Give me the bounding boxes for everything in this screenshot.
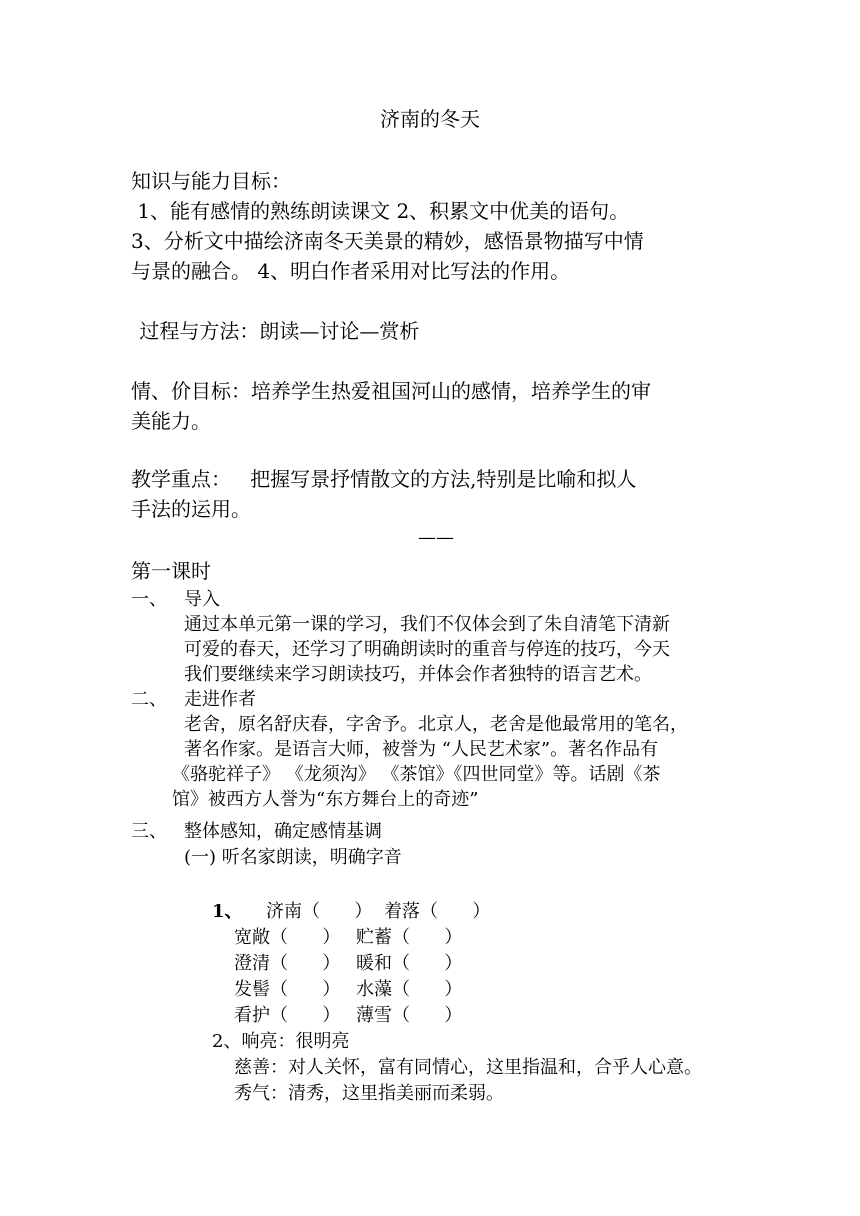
section-title: 导入	[184, 589, 220, 610]
objectives-process: 过程与方法：朗读—讨论—赏析	[133, 319, 420, 343]
paragraph-line: 《骆驼祥子》 《龙须沟》 《茶馆》《四世同堂》等。话剧《茶	[172, 764, 661, 785]
vocab-line: 秀气：清秀，这里指美丽而柔弱。	[234, 1083, 504, 1104]
pronunciation-blank: 看护（ ）	[234, 1005, 341, 1026]
objectives-emotion-line: 美能力。	[131, 409, 211, 433]
objectives-knowledge-line: 1、能有感情的熟练朗读课文 2、积累文中优美的语句。	[131, 199, 630, 223]
pronunciation-blank: 宽敞（ ）	[234, 927, 341, 948]
teaching-key-line: 手法的运用。	[131, 497, 251, 521]
divider: ——	[418, 527, 454, 548]
pronunciation-blank: 发髻（ ）	[234, 979, 341, 1000]
objectives-knowledge-line: 与景的融合。 4、明白作者采用对比写法的作用。	[131, 259, 571, 283]
paragraph-line: 我们要继续来学习朗读技巧，并体会作者独特的语言艺术。	[184, 664, 652, 685]
paragraph-line: 老舍，原名舒庆春，字舍予。北京人，老舍是他最常用的笔名，	[184, 714, 688, 735]
pronunciation-blank: 着落（ ）	[384, 901, 491, 922]
document-title: 济南的冬天	[380, 107, 480, 131]
paragraph-line: 可爱的春天，还学习了明确朗读时的重音与停连的技巧，今天	[184, 639, 670, 660]
objectives-knowledge-line: 3、分析文中描绘济南冬天美景的精妙，感悟景物描写中情	[131, 229, 644, 253]
section-number: 三、	[131, 821, 167, 842]
pronunciation-blank: 济南（ ）	[266, 901, 373, 922]
paragraph-line: 著名作家。是语言大师，被誉为 “人民艺术家”。著名作品有	[184, 739, 659, 760]
pronunciation-blank: 水藻（ ）	[356, 979, 463, 1000]
objectives-emotion-line: 情、价目标：培养学生热爱祖国河山的感情，培养学生的审	[131, 379, 651, 403]
section-title: 整体感知，确定感情基调	[184, 821, 382, 842]
paragraph-line: 馆》被西方人誉为“东方舞台上的奇迹”	[172, 789, 479, 810]
pronunciation-blank: 暖和（ ）	[356, 953, 463, 974]
section-title: 走进作者	[184, 689, 256, 710]
pronunciation-blank: 薄雪（ ）	[356, 1005, 463, 1026]
exercise-number: 1、	[212, 901, 243, 922]
vocab-line: 慈善：对人关怀，富有同情心，这里指温和，合乎人心意。	[234, 1057, 702, 1078]
pronunciation-blank: 贮蓄（ ）	[356, 927, 463, 948]
subsection-title: (一) 听名家朗读，明确字音	[184, 847, 402, 868]
section-number: 二、	[131, 689, 167, 710]
lesson-heading: 第一课时	[131, 559, 211, 583]
objectives-knowledge-heading: 知识与能力目标：	[131, 169, 291, 193]
teaching-key-line: 教学重点： 把握写景抒情散文的方法,特别是比喻和拟人	[131, 467, 637, 491]
pronunciation-blank: 澄清（ ）	[234, 953, 341, 974]
section-number: 一、	[131, 589, 167, 610]
paragraph-line: 通过本单元第一课的学习，我们不仅体会到了朱自清笔下清新	[184, 614, 670, 635]
vocab-heading: 2、响亮：很明亮	[212, 1031, 350, 1052]
